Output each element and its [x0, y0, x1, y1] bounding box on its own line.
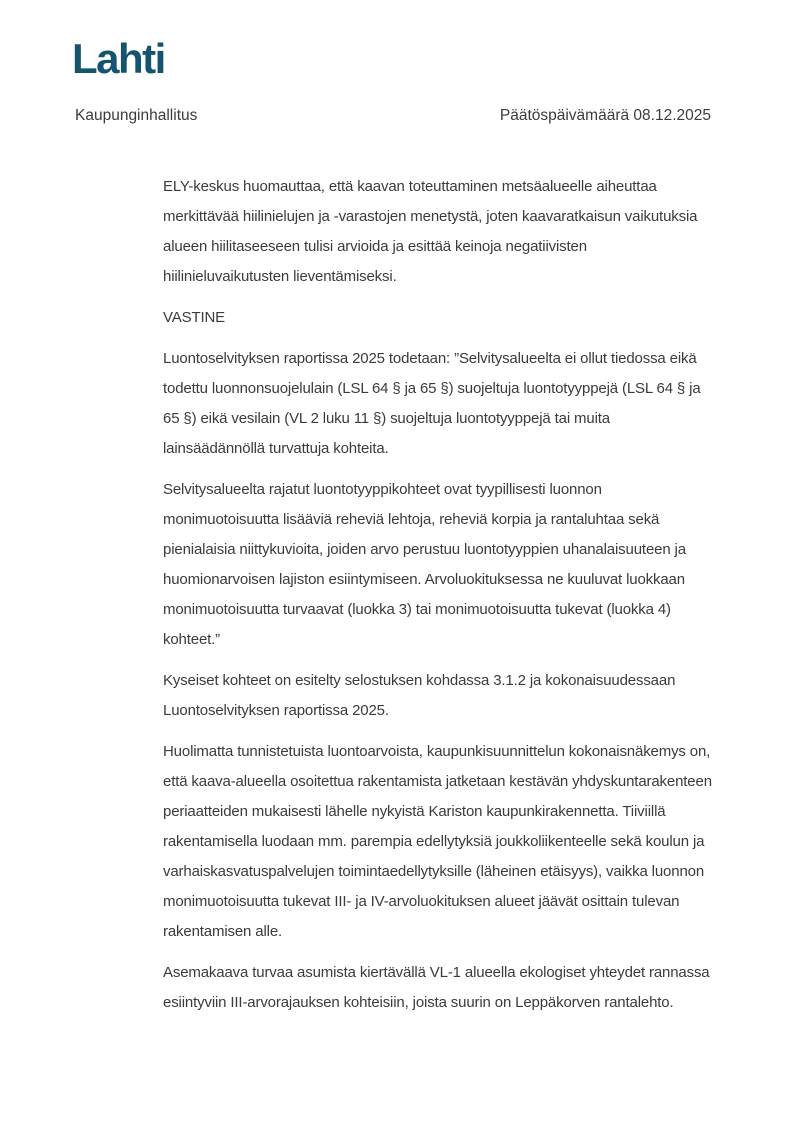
organization-name: Kaupunginhallitus: [75, 107, 198, 124]
paragraph-nature-report-quote: Luontoselvityksen raportissa 2025 todetaan: ”Selvitysalueelta ei ollut tiedossa eikä todettu luonnonsuojelulain (LSL 64 § ja 65 §) suojeltuja luontotyyppejä (LSL 64 § ja 65 §) eikä vesilain (VL 2 luku 11 §) suojeltuja luontotyyppejä tai muita lainsäädännöllä turvattuja kohteita.: [163, 350, 701, 457]
document-header: [75, 106, 711, 125]
decision-date: Päätöspäivämäärä 08.12.2025: [499, 107, 711, 124]
paragraph-ely-remark: ELY-keskus huomauttaa, että kaavan toteuttaminen metsäalueelle aiheuttaa merkittävää hiilinielujen ja -varastojen menetystä, joten kaavaratkaisun vaikutuksia alueen hiilitaseeseen tulisi arvioida ja esittää keinoja negatiivisten hiilinieluvaikutusten lieventämiseksi.: [163, 178, 698, 285]
lahti-city-logo: Lahti: [72, 35, 165, 82]
paragraph-planning-view: Huolimatta tunnistetuista luontoarvoista, kaupunkisuunnittelun kokonaisnäkemys on, että kaava-alueella osoitettua rakentamista jatketaan kestävän yhdyskuntarakenteen periaatteiden mukaisesti lähelle nykyistä Kariston kaupunkirakennetta. Tiiviillä rakentamisella luodaan mm. parempia edellytyksiä joukkoliikenteelle sekä koulun ja varhaiskasvatuspalvelujen toimintaedellytyksille (läheinen etäisyys), vaikka luonnon monimuotoisuutta tukevat III- ja IV-arvoluokituksen alueet jäävät osittain tulevan rakentamisen alle.: [163, 743, 712, 940]
paragraph-report-reference: Kyseiset kohteet on esitelty selostuksen kohdassa 3.1.2 ja kokonaisuudessaan Luontoselvityksen raportissa 2025.: [163, 672, 676, 719]
paragraph-ecological-connections: Asemakaava turvaa asumista kiertävällä VL-1 alueella ekologiset yhteydet rannassa esiintyviin III-arvorajauksen kohteisiin, joista suurin on Leppäkorven rantalehto.: [163, 964, 710, 1011]
document-body: [163, 172, 715, 1029]
vastine-heading: VASTINE: [163, 309, 226, 326]
paragraph-habitat-types: Selvitysalueelta rajatut luontotyyppikohteet ovat tyypillisesti luonnon monimuotoisuutta lisääviä reheviä lehtoja, reheviä korpia ja rantaluhtaa sekä pienialaisia niittykuvioita, joiden arvo perustuu luontotyyppien uhanalaisuuteen ja huomionarvoisen lajiston esiintymiseen. Arvoluokituksessa ne kuuluvat luokkaan monimuotoisuutta turvaavat (luokka 3) tai monimuotoisuutta tukevat (luokka 4) kohteet.”: [163, 481, 686, 648]
